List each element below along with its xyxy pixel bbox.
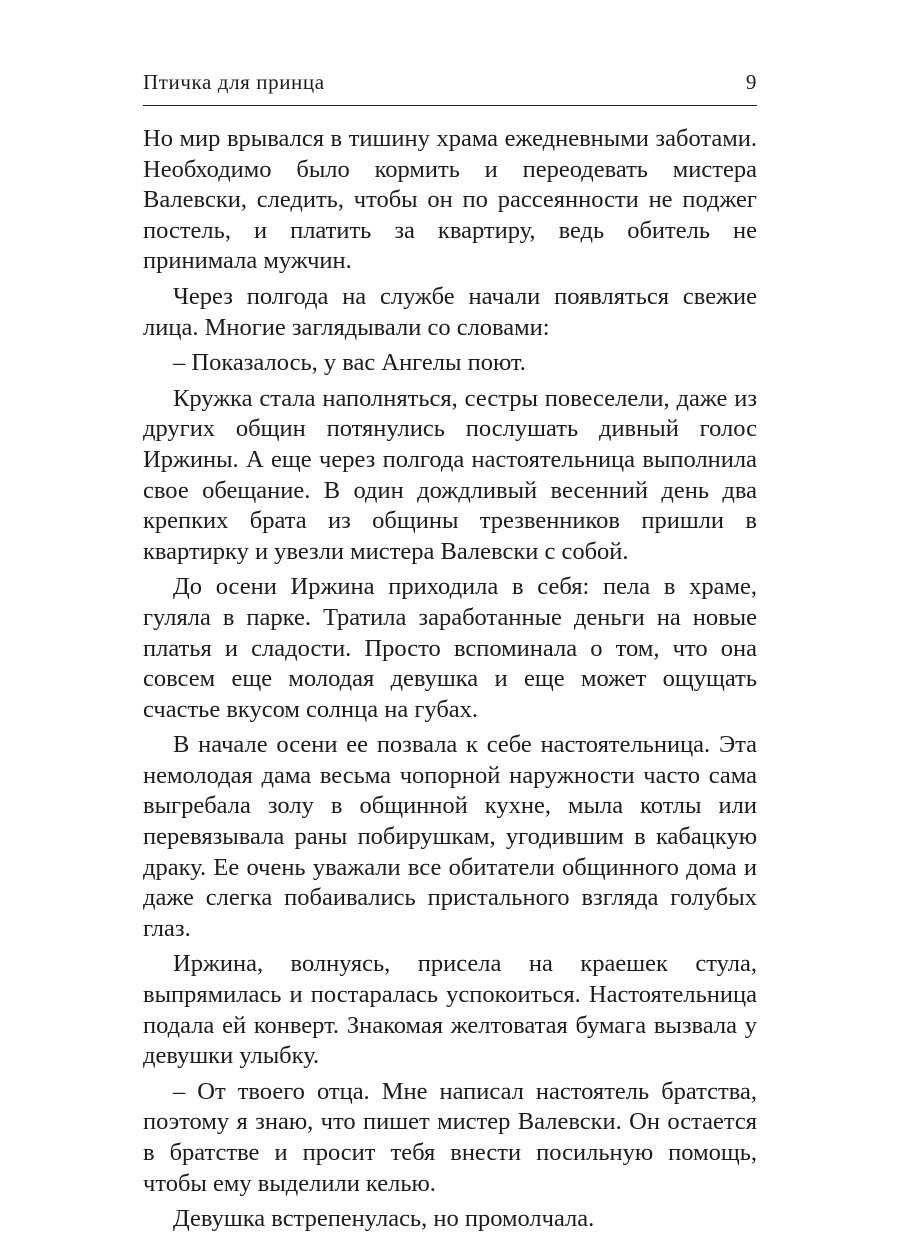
- dialogue-line: – От твоего отца. Мне написал настоятель братства, поэтому я знаю, что пишет мистер Валевски. Он остается в братстве и просит тебя внести посильную помощь, чтобы ему выделили келью.: [143, 1077, 757, 1197]
- paragraph: Через полгода на службе начали появляться свежие лица. Многие заглядывали со словами:: [143, 282, 757, 341]
- paragraph: В начале осени ее позвала к себе настоятельница. Эта немолодая дама весьма чопорной наружности часто сама выгребала золу в общинной кухне, мыла котлы или перевязывала раны побирушкам, угодившим в кабацкую драку. Ее очень уважали все обитатели общинного дома и даже слегка побаивались пристального взгляда голубых глаз.: [143, 731, 757, 942]
- header-divider: [143, 105, 757, 106]
- paragraph: До осени Иржина приходила в себя: пела в храме, гуляла в парке. Тратила заработанные деньги на новые платья и сладости. Просто вспоминала о том, что она совсем еще молодая девушка и еще может ощущать счастье вкусом солнца на губах.: [143, 573, 757, 723]
- paragraph: Иржина, волнуясь, присела на краешек стула, выпрямилась и постаралась успокоиться. Настоятельница подала ей конверт. Знакомая желтоватая бумага вызвала у девушки улыбку.: [143, 950, 757, 1070]
- paragraph: Девушка встрепенулась, но промолчала.: [173, 1205, 595, 1233]
- body-text: [143, 124, 757, 1235]
- dialogue-line: – Показалось, у вас Ангелы поют.: [173, 349, 526, 377]
- paragraph: Но мир врывался в тишину храма ежедневными заботами. Необходимо было кормить и переодевать мистера Валевски, следить, чтобы он по рассеянности не поджег постель, и платить за квартиру, ведь обитель не принимала мужчин.: [143, 125, 757, 275]
- running-header: [143, 66, 757, 98]
- page-number: 9: [745, 70, 757, 94]
- running-title: Птичка для принца: [143, 70, 325, 94]
- paragraph: Кружка стала наполняться, сестры повеселели, даже из других общин потянулись послушать дивный голос Иржины. А еще через полгода настоятельница выполнила свое обещание. В один дождливый весенний день два крепких брата из общины трезвенников пришли в квартирку и увезли мистера Валевски с собой.: [143, 384, 757, 565]
